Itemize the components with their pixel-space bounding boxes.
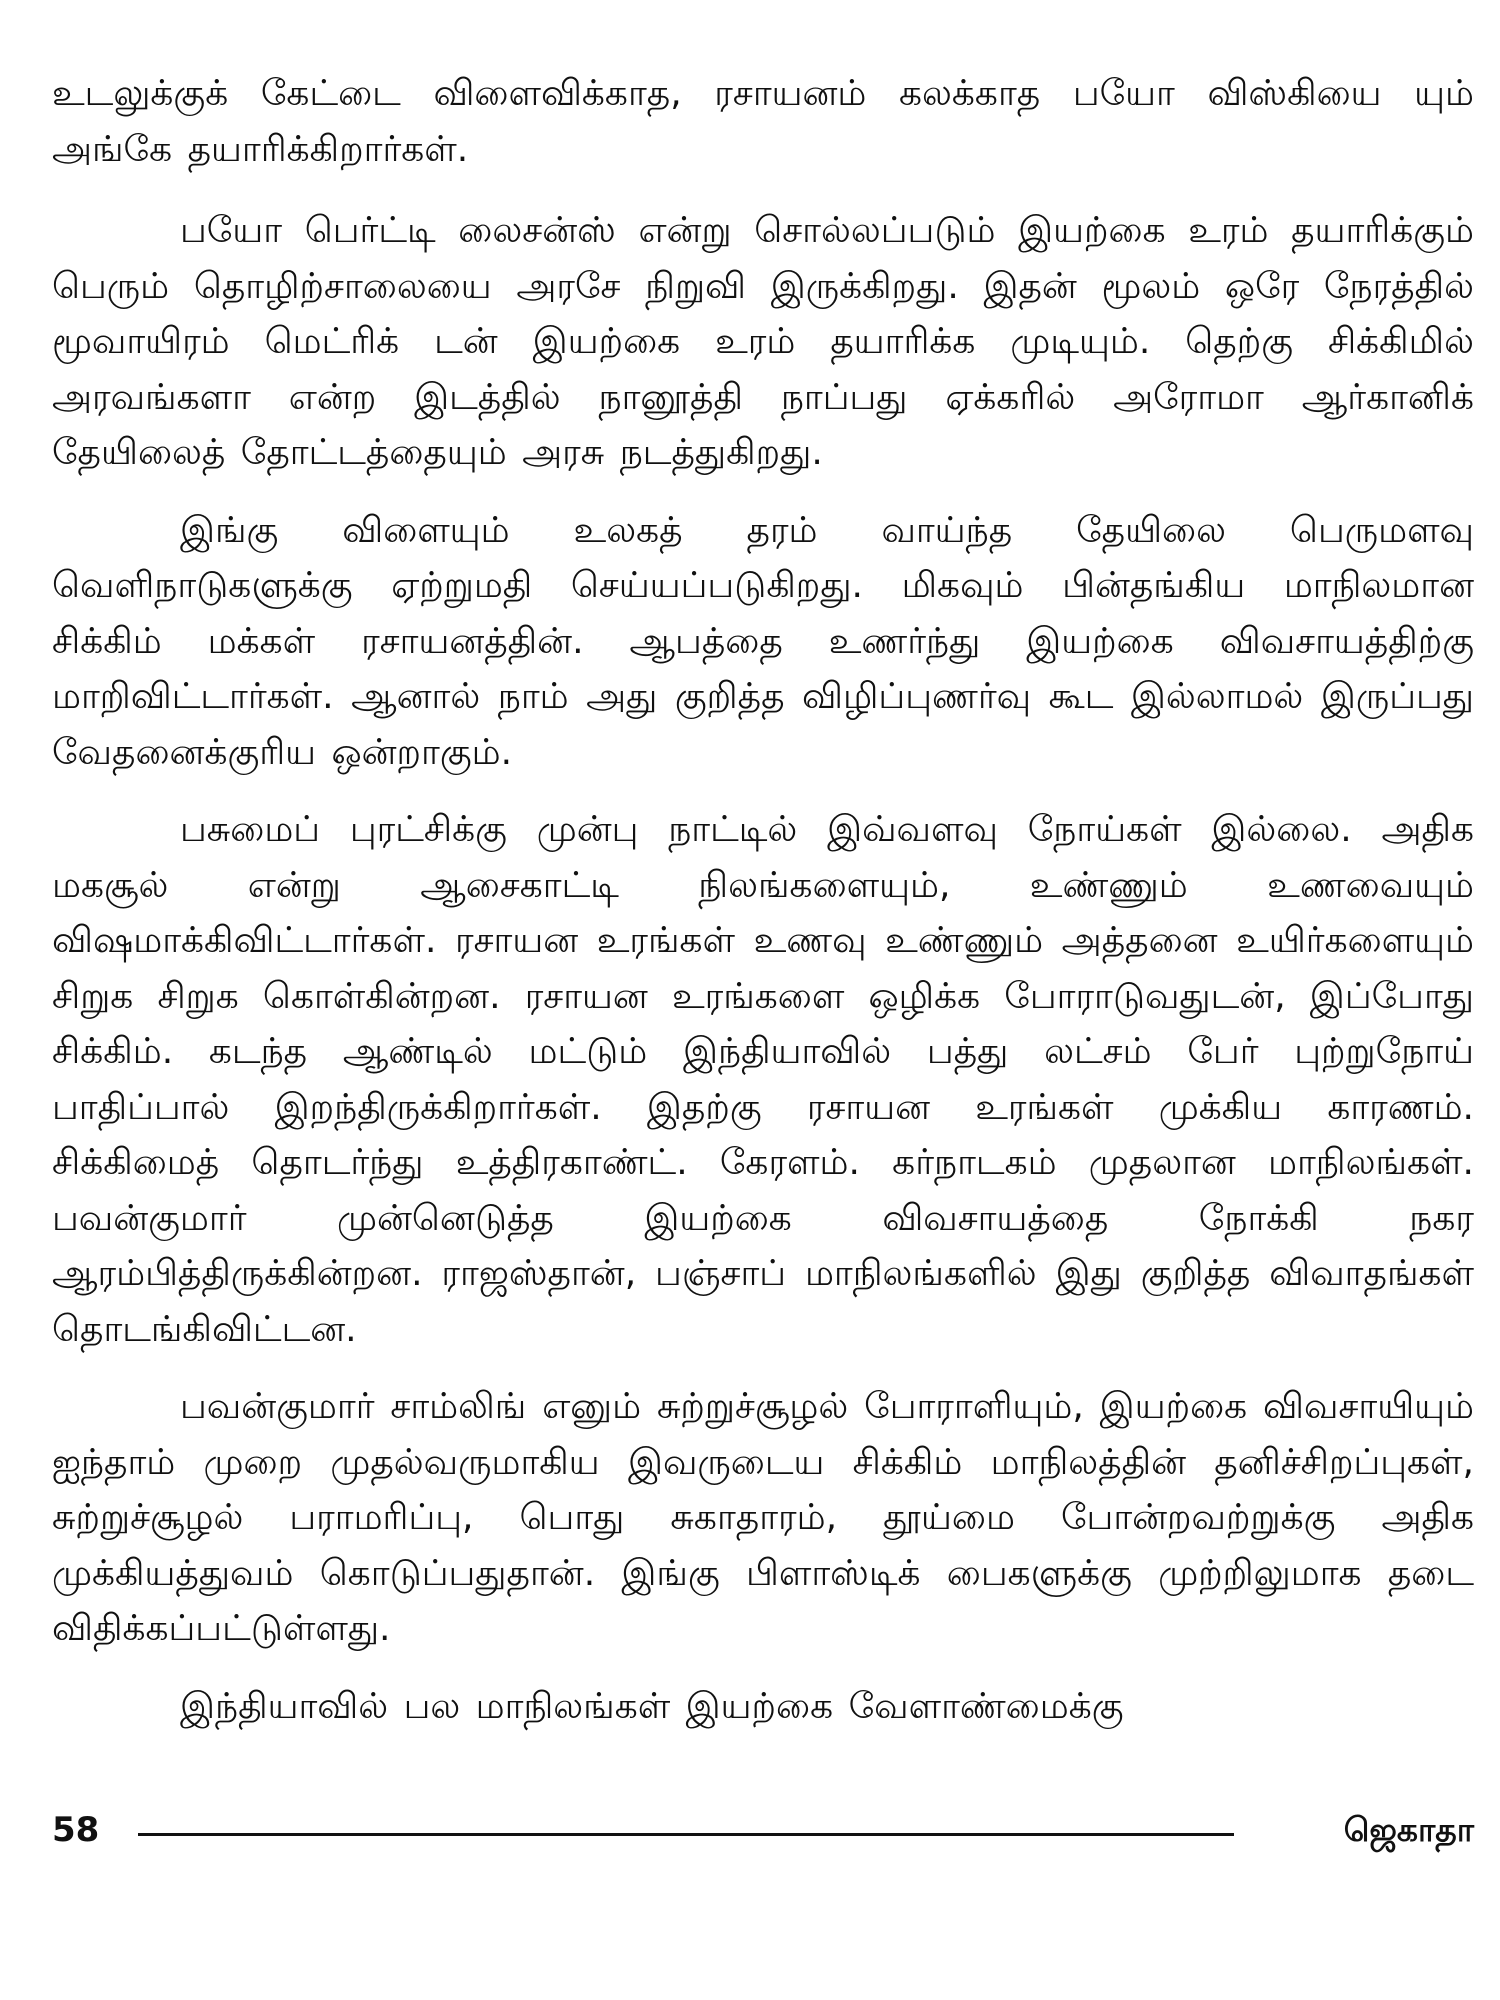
footer-divider <box>138 1833 1234 1836</box>
paragraph-4: பசுமைப் புரட்சிக்கு முன்பு நாட்டில் இவ்வளவு நோய்கள் இல்லை. அதிக மகசூல் என்று ஆசைகாட்டி நிலங்களையும், உண்ணும் உணவையும் விஷமாக்கிவிட்டார்கள். ரசாயன உரங்கள் உணவு உண்ணும் அத்தனை உயிர்களையும் சிறுக சிறுக கொள்கின்றன. ரசாயன உரங்களை ஒழிக்க போராடுவதுடன், இப்போது சிக்கிம். கடந்த ஆண்டில் மட்டும் இந்தியாவில் பத்து லட்சம் பேர் புற்றுநோய் பாதிப்பால் இறந்திருக்கிறார்கள். இதற்கு ரசாயன உரங்கள் முக்கிய காரணம். சிக்கிமைத் தொடர்ந்து உத்திரகாண்ட். கேரளம். கர்நாடகம் முதலான மாநிலங்கள். பவன்குமார் முன்னெடுத்த இயற்கை விவசாயத்தை நோக்கி நகர ஆரம்பித்திருக்கின்றன. ராஜஸ்தான், பஞ்சாப் மாநிலங்களில் இது குறித்த விவாதங்கள் தொடங்கிவிட்டன. <box>52 809 1474 1350</box>
page-footer <box>52 1807 1474 1857</box>
author-name: ஜெகாதா <box>1343 1810 1474 1849</box>
paragraph-2: பயோ பெர்ட்டி லைசன்ஸ் என்று சொல்லப்படும் இயற்கை உரம் தயாரிக்கும் பெரும் தொழிற்சாலையை அரசே நிறுவி இருக்கிறது. இதன் மூலம் ஒரே நேரத்தில் மூவாயிரம் மெட்ரிக் டன் இயற்கை உரம் தயாரிக்க முடியும். தெற்கு சிக்கிமில் அரவங்களா என்ற இடத்தில் நானூத்தி நாப்பது ஏக்கரில் அரோமா ஆர்கானிக் தேயிலைத் தோட்டத்தையும் அரசு நடத்துகிறது. <box>52 210 1474 473</box>
paragraph-1: உடலுக்குக் கேட்டை விளைவிக்காத, ரசாயனம் கலக்காத பயோ விஸ்கியை யும் அங்கே தயாரிக்கிறார்கள். <box>52 73 1474 170</box>
paragraph-3: இங்கு விளையும் உலகத் தரம் வாய்ந்த தேயிலை பெருமளவு வெளிநாடுகளுக்கு ஏற்றுமதி செய்யப்படுகிறது. மிகவும் பின்தங்கிய மாநிலமான சிக்கிம் மக்கள் ரசாயனத்தின். ஆபத்தை உணர்ந்து இயற்கை விவசாயத்திற்கு மாறிவிட்டார்கள். ஆனால் நாம் அது குறித்த விழிப்புணர்வு கூட இல்லாமல் இருப்பது வேதனைக்குரிய ஒன்றாகும். <box>52 509 1474 773</box>
paragraph-5: பவன்குமார் சாம்லிங் எனும் சுற்றுச்சூழல் போராளியும், இயற்கை விவசாயியும் ஐந்தாம் முறை முதல்வருமாகிய இவருடைய சிக்கிம் மாநிலத்தின் தனிச்சிறப்புகள், சுற்றுச்சூழல் பராமரிப்பு, பொது சுகாதாரம், தூய்மை போன்றவற்றுக்கு அதிக முக்கியத்துவம் கொடுப்பதுதான். இங்கு பிளாஸ்டிக் பைகளுக்கு முற்றிலுமாக தடை விதிக்கப்பட்டுள்ளது. <box>52 1386 1474 1649</box>
page-number: 58 <box>52 1810 100 1850</box>
page-body <box>52 66 1474 1756</box>
paragraph-6: இந்தியாவில் பல மாநிலங்கள் இயற்கை வேளாண்மைக்கு <box>180 1685 1124 1727</box>
